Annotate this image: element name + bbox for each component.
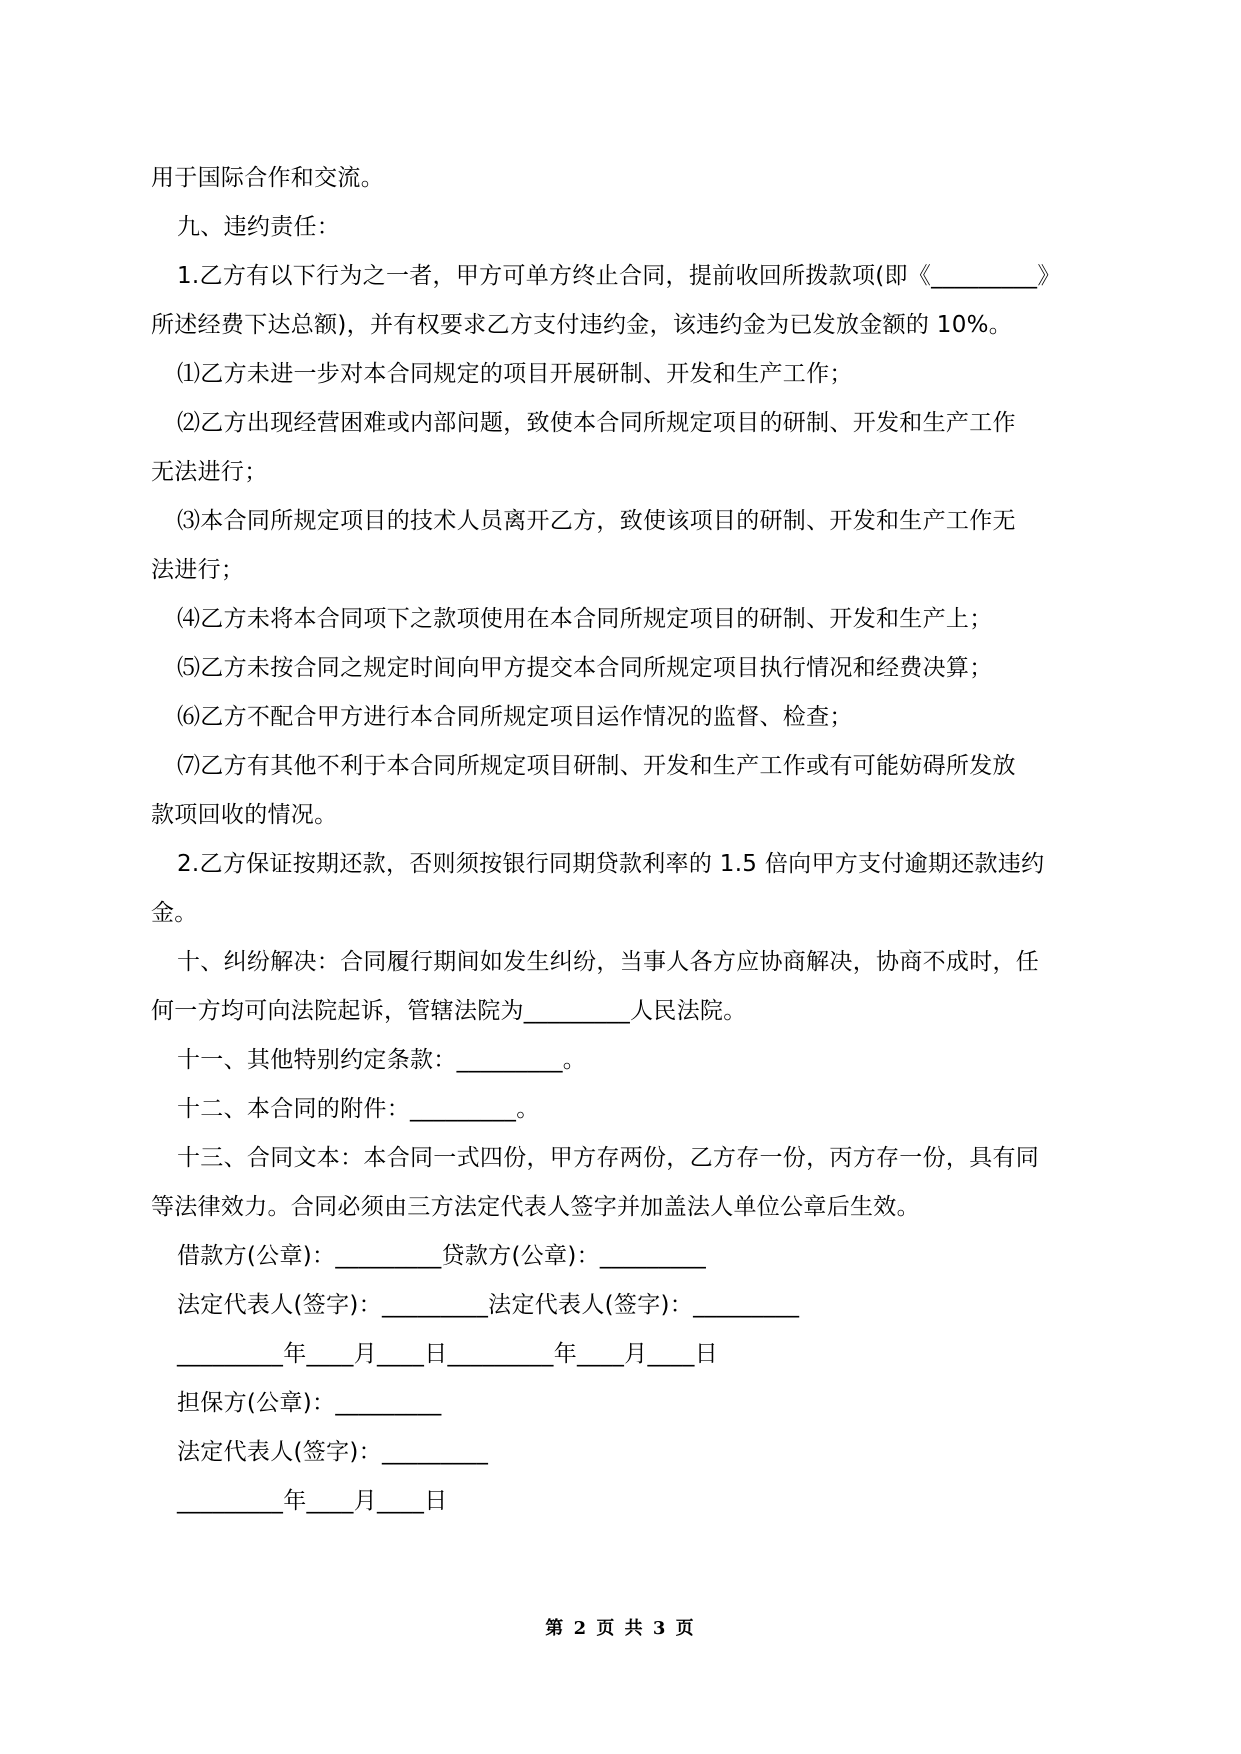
paragraph-line: 1.乙方有以下行为之一者，甲方可单方终止合同，提前收回所拨款项(即《_________》 (177, 263, 1061, 289)
list-item: ⑹乙方不配合甲方进行本合同所规定项目运作情况的监督、检查； (177, 704, 853, 730)
section-heading: 九、违约责任： (177, 214, 341, 240)
paragraph-line: 何一方均可向法院起诉，管辖法院为_________人民法院。 (151, 998, 747, 1024)
signature-line: 借款方(公章)：_________贷款方(公章)：_________ (177, 1243, 707, 1269)
paragraph-line: 等法律效力。合同必须由三方法定代表人签字并加盖法人单位公章后生效。 (151, 1194, 920, 1220)
list-item: ⑷乙方未将本合同项下之款项使用在本合同所规定项目的研制、开发和生产上； (177, 606, 993, 632)
date-line: _________年____月____日_________年____月____日 (177, 1341, 718, 1367)
signature-line: 法定代表人(签字)：_________法定代表人(签字)：_________ (177, 1292, 800, 1318)
list-item: ⑴乙方未进一步对本合同规定的项目开展研制、开发和生产工作； (177, 361, 853, 387)
section-heading: 十三、合同文本：本合同一式四份，甲方存两份，乙方存一份，丙方存一份，具有同 (177, 1145, 1040, 1171)
section-heading: 十一、其他特别约定条款：_________。 (177, 1047, 587, 1073)
signature-line: 法定代表人(签字)：_________ (177, 1439, 489, 1465)
list-item-continuation: 法进行； (151, 557, 245, 583)
paragraph-line: 2.乙方保证按期还款，否则须按银行同期贷款利率的 1.5 倍向甲方支付逾期还款违约 (177, 851, 1045, 877)
paragraph-line: 所述经费下达总额)，并有权要求乙方支付违约金，该违约金为已发放金额的 10%。 (151, 312, 1013, 338)
section-heading: 十、纠纷解决：合同履行期间如发生纠纷，当事人各方应协商解决，协商不成时，任 (177, 949, 1040, 975)
document-body (151, 154, 1091, 1526)
list-item: ⑺乙方有其他不利于本合同所规定项目研制、开发和生产工作或有可能妨碍所发放 (177, 753, 1016, 779)
page-number-footer: 第 2 页 共 3 页 (545, 1618, 696, 1639)
list-item-continuation: 无法进行； (151, 459, 268, 485)
list-item-continuation: 款项回收的情况。 (151, 802, 338, 828)
list-item: ⑵乙方出现经营困难或内部问题，致使本合同所规定项目的研制、开发和生产工作 (177, 410, 1016, 436)
date-line: _________年____月____日 (177, 1488, 448, 1514)
signature-line: 担保方(公章)：_________ (177, 1390, 442, 1416)
section-heading: 十二、本合同的附件：_________。 (177, 1096, 540, 1122)
paragraph-line: 金。 (151, 900, 198, 926)
paragraph-line: 用于国际合作和交流。 (151, 165, 384, 191)
list-item: ⑶本合同所规定项目的技术人员离开乙方，致使该项目的研制、开发和生产工作无 (177, 508, 1016, 534)
list-item: ⑸乙方未按合同之规定时间向甲方提交本合同所规定项目执行情况和经费决算； (177, 655, 993, 681)
